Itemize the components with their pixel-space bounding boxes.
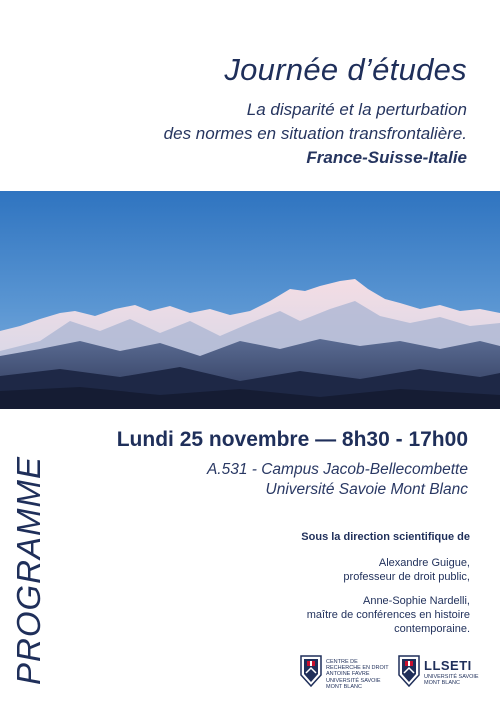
llseti-subtext	[424, 674, 479, 686]
event-subtitle	[164, 98, 467, 170]
person2-name: Anne-Sophie Nardelli,	[362, 595, 470, 607]
shield-icon	[300, 655, 322, 687]
scientific-direction	[301, 530, 470, 636]
event-location	[207, 460, 468, 500]
subtitle-line-2: des normes en situation transfrontalière.	[163, 124, 467, 143]
subtitle-line-1: La disparité et la perturbation	[246, 100, 467, 119]
event-university: Université Savoie Mont Blanc	[265, 481, 468, 498]
llseti-line-1: UNIVERSITÉ SAVOIE	[424, 674, 479, 680]
direction-heading: Sous la direction scientifique de	[301, 531, 470, 543]
crdaf-line-3: ANTOINE FAVRE	[326, 671, 370, 678]
llseti-logo	[398, 655, 479, 692]
crdaf-line-5: MONT BLANC	[326, 683, 362, 690]
crdaf-line-1: CENTRE DE	[326, 659, 358, 665]
llseti-line-2: MONT BLANC	[424, 680, 460, 686]
llseti-name: LLSETI	[424, 658, 472, 673]
programme-label: PROGRAMME	[10, 455, 47, 685]
person2-role-line2: contemporaine.	[394, 623, 470, 635]
person1-name: Alexandre Guigue,	[378, 557, 470, 569]
crdaf-line-2: RECHERCHE EN DROIT	[326, 665, 389, 672]
mountain-photo	[0, 191, 500, 409]
crdaf-text	[326, 659, 389, 690]
mountain-landscape-image	[0, 191, 500, 409]
event-date-time: Lundi 25 novembre — 8h30 - 17h00	[116, 428, 468, 451]
crdaf-line-4: UNIVERSITÉ SAVOIE	[326, 677, 381, 684]
event-title: Journée d’études	[224, 52, 467, 87]
shield-icon	[398, 655, 420, 687]
event-room: A.531 - Campus Jacob-Bellecombette	[206, 461, 468, 478]
person1-role: professeur de droit public,	[343, 571, 470, 583]
subtitle-countries: France-Suisse-Italie	[306, 148, 467, 167]
person2-role-line1: maître de conférences en histoire	[306, 609, 470, 621]
partner-logos	[300, 655, 480, 691]
crdaf-logo	[300, 655, 389, 692]
